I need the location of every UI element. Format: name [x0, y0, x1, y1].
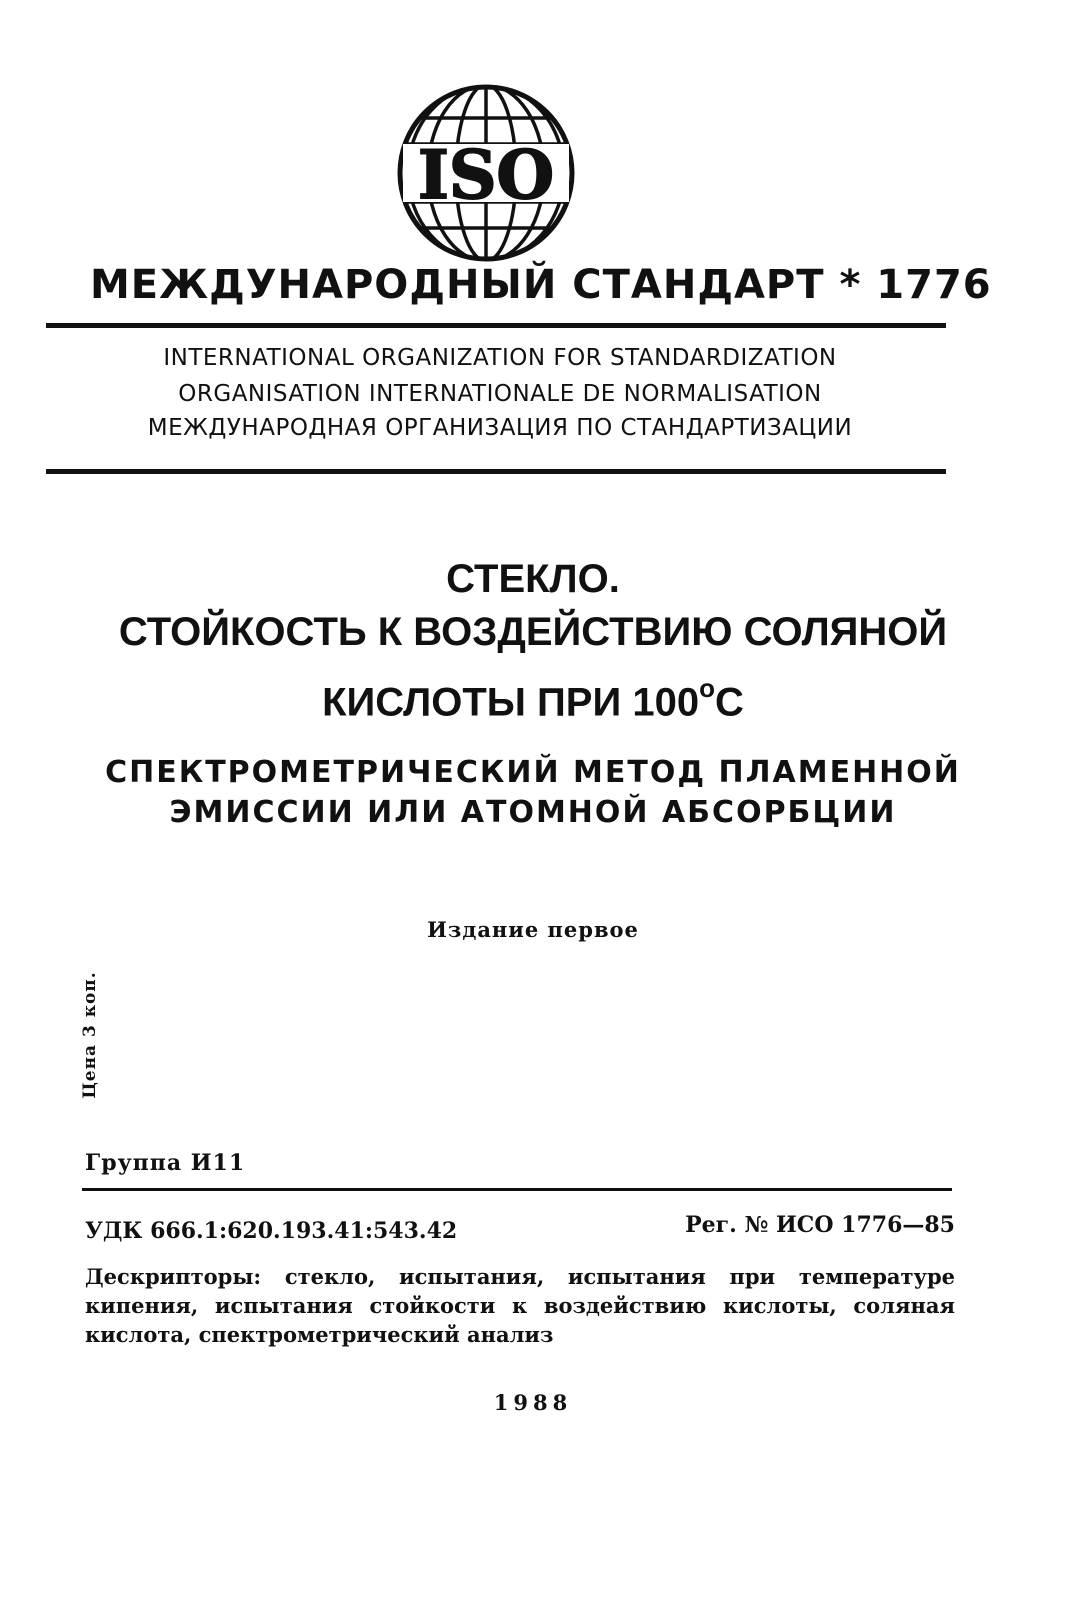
header-rule-top [46, 323, 946, 328]
document-title-line-2: СТОЙКОСТЬ К ВОЗДЕЙСТВИЮ СОЛЯНОЙ [118, 610, 948, 654]
degree-sign: о [699, 673, 715, 703]
group-label: Группа И11 [85, 1150, 246, 1176]
registration-number: Рег. № ИСО 1776—85 [685, 1212, 955, 1238]
title-line-3-text: КИСЛОТЫ ПРИ 100 [322, 680, 700, 725]
org-name-fr: ORGANISATION INTERNATIONALE DE NORMALISATION [178, 381, 822, 407]
iso-logo [393, 80, 579, 266]
title-line-3-unit: С [714, 680, 744, 725]
publication-year: 1988 [493, 1390, 573, 1415]
document-subtitle-line-1: СПЕКТРОМЕТРИЧЕСКИЙ МЕТОД ПЛАМЕННОЙ [105, 755, 961, 790]
org-name-ru: МЕЖДУНАРОДНАЯ ОРГАНИЗАЦИЯ ПО СТАНДАРТИЗАЦИИ [147, 415, 853, 441]
udc-code: УДК 666.1:620.193.41:543.42 [85, 1218, 458, 1244]
price-label: Цена 3 коп. [80, 971, 100, 1099]
footer-rule [82, 1188, 952, 1191]
document-title-line-3 [0, 673, 1066, 725]
header-rule-bottom [46, 469, 946, 474]
document-subtitle-line-2: ЭМИССИИ ИЛИ АТОМНОЙ АБСОРБЦИИ [169, 795, 897, 830]
document-title-line-1: СТЕКЛО. [446, 557, 620, 601]
descriptors-text: Дескрипторы: стекло, испытания, испытания при температуре кипения, испытания стойкости к воздействию кислоты, соляная кислота, спектрометрический анализ [85, 1264, 955, 1347]
edition-label: Издание первое [427, 917, 639, 942]
org-name-en: INTERNATIONAL ORGANIZATION FOR STANDARDIZATION [163, 345, 837, 371]
iso-logo-text: ISO [417, 136, 555, 214]
standard-title: МЕЖДУНАРОДНЫЙ СТАНДАРТ * 1776 [90, 262, 992, 308]
